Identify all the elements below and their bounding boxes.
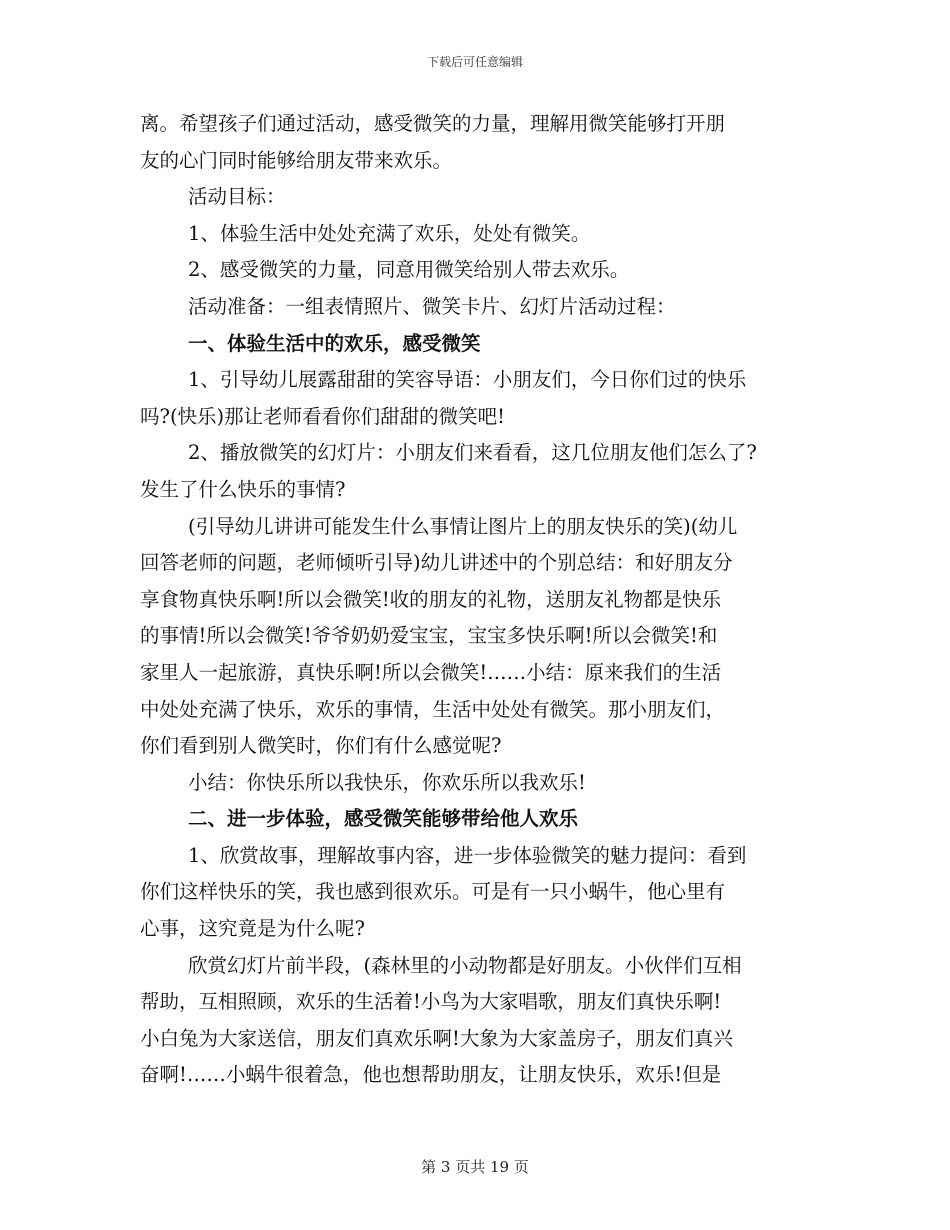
section-heading: 一、体验生活中的欢乐，感受微笑 <box>188 331 481 355</box>
body-line: 离。希望孩子们通过活动，感受微笑的力量，理解用微笑能够打开朋 <box>140 112 726 135</box>
body-line: 心事，这究竟是为什么呢? <box>140 917 365 941</box>
body-line: 友的心门同时能够给朋友带来欢乐。 <box>140 148 453 172</box>
body-line: (引导幼儿讲讲可能发生什么事情让图片上的朋友快乐的笑)(幼儿 <box>188 514 738 538</box>
body-line: 奋啊!……小蜗牛很着急，他也想帮助朋友，让朋友快乐，欢乐!但是 <box>140 1063 722 1087</box>
body-line: 吗?(快乐)那让老师看看你们甜甜的微笑吧! <box>140 404 506 428</box>
body-line: 2、感受微笑的力量，同意用微笑给别人带去欢乐。 <box>188 258 630 282</box>
body-line: 家里人一起旅游，真快乐啊!所以会微笑!……小结：原来我们的生活 <box>140 660 722 684</box>
body-line: 帮助，互相照顾，欢乐的生活着!小鸟为大家唱歌，朋友们真快乐啊! <box>140 990 722 1014</box>
body-line: 2、播放微笑的幻灯片：小朋友们来看看，这几位朋友他们怎么了? <box>188 441 757 465</box>
body-line: 回答老师的问题，老师倾听引导)幼儿讲述中的个别总结：和好朋友分 <box>140 551 733 575</box>
body-line: 你们看到别人微笑时，你们有什么感觉呢? <box>140 734 502 758</box>
body-line: 1、引导幼儿展露甜甜的笑容导语：小朋友们，今日你们过的快乐 <box>188 368 747 392</box>
page-header: 下载后可任意编辑 <box>426 55 523 69</box>
body-line: 小白兔为大家送信，朋友们真欢乐啊!大象为大家盖房子，朋友们真兴 <box>140 1026 733 1050</box>
body-line: 你们这样快乐的笑，我也感到很欢乐。可是有一只小蜗牛，他心里有 <box>140 880 726 904</box>
body-line: 1、体验生活中处处充满了欢乐，处处有微笑。 <box>188 221 591 245</box>
body-line: 活动准备：一组表情照片、微笑卡片、幻灯片活动过程： <box>188 294 676 318</box>
body-line: 1、欣赏故事，理解故事内容，进一步体验微笑的魅力提问：看到 <box>188 843 747 867</box>
body-line: 中处处充满了快乐，欢乐的事情，生活中处处有微笑。那小朋友们， <box>140 697 726 721</box>
body-line: 发生了什么快乐的事情? <box>140 477 346 501</box>
page-footer: 第 3 页共 19 页 <box>421 1158 529 1176</box>
body-line: 小结：你快乐所以我快乐，你欢乐所以我欢乐! <box>188 770 586 794</box>
body-line: 的事情!所以会微笑!爷爷奶奶爱宝宝，宝宝多快乐啊!所以会微笑!和 <box>140 624 718 648</box>
section-heading: 二、进一步体验，感受微笑能够带给他人欢乐 <box>188 807 579 831</box>
body-line: 享食物真快乐啊!所以会微笑!收的朋友的礼物，送朋友礼物都是快乐 <box>140 587 722 611</box>
body-line: 活动目标： <box>188 185 286 209</box>
document-body <box>140 106 812 1094</box>
body-line: 欣赏幻灯片前半段，(森林里的小动物都是好朋友。小伙伴们互相 <box>188 953 742 977</box>
